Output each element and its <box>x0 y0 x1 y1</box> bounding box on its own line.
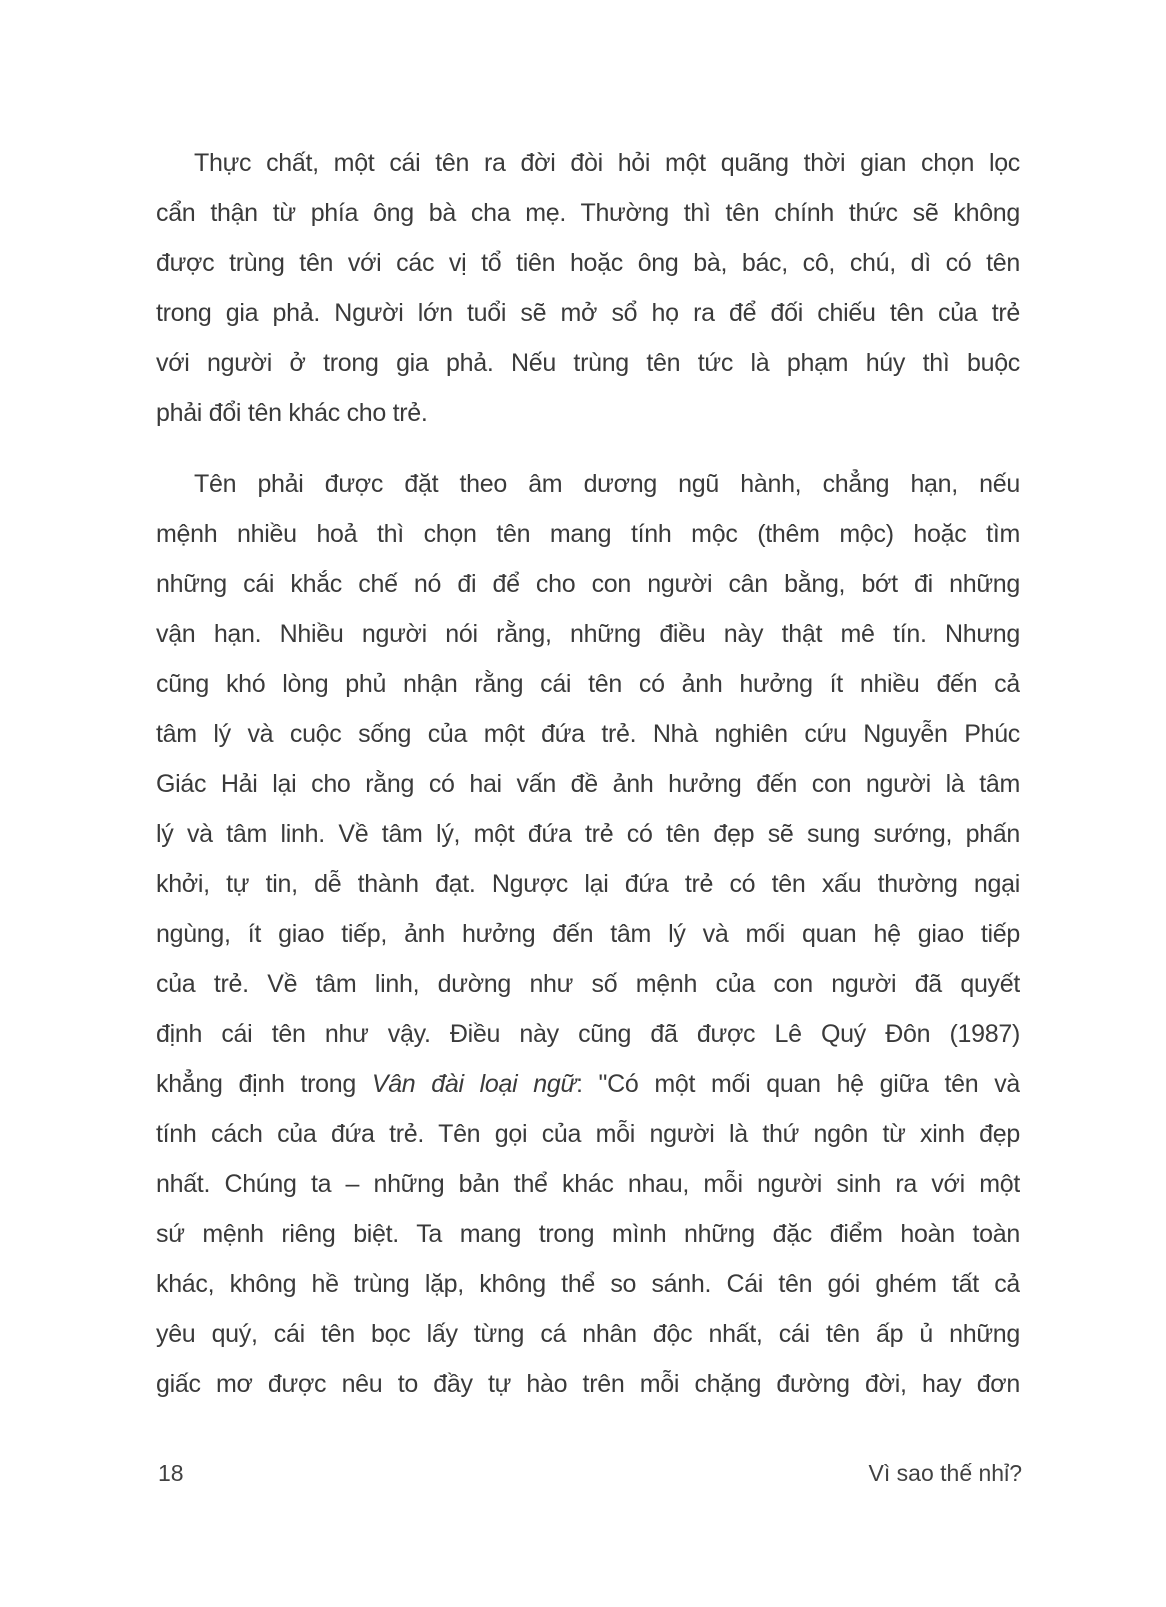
text-segment: mệnh nhiều hoả thì chọn tên mang tính mộc (thêm mộc) hoặc tìm <box>156 520 1020 548</box>
italic-book-title: Vân đài loại ngữ <box>371 1070 576 1098</box>
text-line <box>156 859 1020 909</box>
text-segment: : "Có một mối quan hệ giữa tên và <box>576 1070 1020 1098</box>
text-line <box>156 188 1020 238</box>
text-line <box>156 1159 1020 1209</box>
text-segment: Tên phải được đặt theo âm dương ngũ hành, chẳng hạn, nếu <box>194 470 1020 498</box>
text-segment: phải đổi tên khác cho trẻ. <box>156 399 428 427</box>
text-line <box>156 559 1020 609</box>
text-segment: của trẻ. Về tâm linh, dường như số mệnh của con người đã quyết <box>156 970 1020 998</box>
text-line <box>156 1359 1020 1409</box>
text-segment: Thực chất, một cái tên ra đời đòi hỏi một quãng thời gian chọn lọc <box>194 149 1020 177</box>
text-line <box>156 509 1020 559</box>
text-segment: yêu quý, cái tên bọc lấy từng cá nhân độc nhất, cái tên ấp ủ những <box>156 1320 1020 1348</box>
text-segment: trong gia phả. Người lớn tuổi sẽ mở sổ họ ra để đối chiếu tên của trẻ <box>156 299 1020 327</box>
text-segment: cẩn thận từ phía ông bà cha mẹ. Thường thì tên chính thức sẽ không <box>156 199 1020 227</box>
text-line <box>156 609 1020 659</box>
text-segment: khác, không hề trùng lặp, không thể so sánh. Cái tên gói ghém tất cả <box>156 1270 1020 1298</box>
text-segment: cũng khó lòng phủ nhận rằng cái tên có ảnh hưởng ít nhiều đến cả <box>156 670 1020 698</box>
page-number: 18 <box>158 1460 184 1486</box>
text-line <box>156 909 1020 959</box>
text-segment: ngùng, ít giao tiếp, ảnh hưởng đến tâm lý và mối quan hệ giao tiếp <box>156 920 1020 948</box>
text-segment: tâm lý và cuộc sống của một đứa trẻ. Nhà nghiên cứu Nguyễn Phúc <box>156 720 1020 748</box>
text-segment: sứ mệnh riêng biệt. Ta mang trong mình những đặc điểm hoàn toàn <box>156 1220 1020 1248</box>
page-footer <box>158 1460 1022 1494</box>
text-line <box>156 1059 1020 1109</box>
text-line <box>156 338 1020 388</box>
text-line <box>156 138 1020 188</box>
text-line <box>156 1109 1020 1159</box>
text-line <box>156 388 1020 438</box>
text-line <box>156 288 1020 338</box>
running-title: Vì sao thế nhỉ? <box>868 1460 1022 1486</box>
paragraph <box>156 459 1020 1409</box>
paragraph <box>156 138 1020 438</box>
text-line <box>156 759 1020 809</box>
text-line <box>156 1309 1020 1359</box>
text-line <box>156 959 1020 1009</box>
text-line <box>156 1209 1020 1259</box>
text-segment: Giác Hải lại cho rằng có hai vấn đề ảnh hưởng đến con người là tâm <box>156 770 1020 798</box>
text-segment: giấc mơ được nêu to đầy tự hào trên mỗi chặng đường đời, hay đơn <box>156 1370 1020 1398</box>
text-segment: khẳng định trong <box>156 1070 372 1098</box>
text-line <box>156 459 1020 509</box>
text-segment: lý và tâm linh. Về tâm lý, một đứa trẻ có tên đẹp sẽ sung sướng, phấn <box>156 820 1020 848</box>
text-line <box>156 238 1020 288</box>
text-segment: khởi, tự tin, dễ thành đạt. Ngược lại đứa trẻ có tên xấu thường ngại <box>156 870 1020 898</box>
text-line <box>156 1259 1020 1309</box>
body-text <box>156 138 1020 1409</box>
text-line <box>156 709 1020 759</box>
text-segment: được trùng tên với các vị tổ tiên hoặc ông bà, bác, cô, chú, dì có tên <box>156 249 1020 277</box>
text-segment: vận hạn. Nhiều người nói rằng, những điều này thật mê tín. Nhưng <box>156 620 1020 648</box>
text-segment: nhất. Chúng ta – những bản thể khác nhau, mỗi người sinh ra với một <box>156 1170 1020 1198</box>
text-segment: định cái tên như vậy. Điều này cũng đã được Lê Quý Đôn (1987) <box>156 1020 1020 1048</box>
text-line <box>156 809 1020 859</box>
text-segment: với người ở trong gia phả. Nếu trùng tên tức là phạm húy thì buộc <box>156 349 1020 377</box>
text-line <box>156 1009 1020 1059</box>
text-segment: những cái khắc chế nó đi để cho con người cân bằng, bớt đi những <box>156 570 1020 598</box>
text-line <box>156 659 1020 709</box>
text-segment: tính cách của đứa trẻ. Tên gọi của mỗi người là thứ ngôn từ xinh đẹp <box>156 1120 1020 1148</box>
